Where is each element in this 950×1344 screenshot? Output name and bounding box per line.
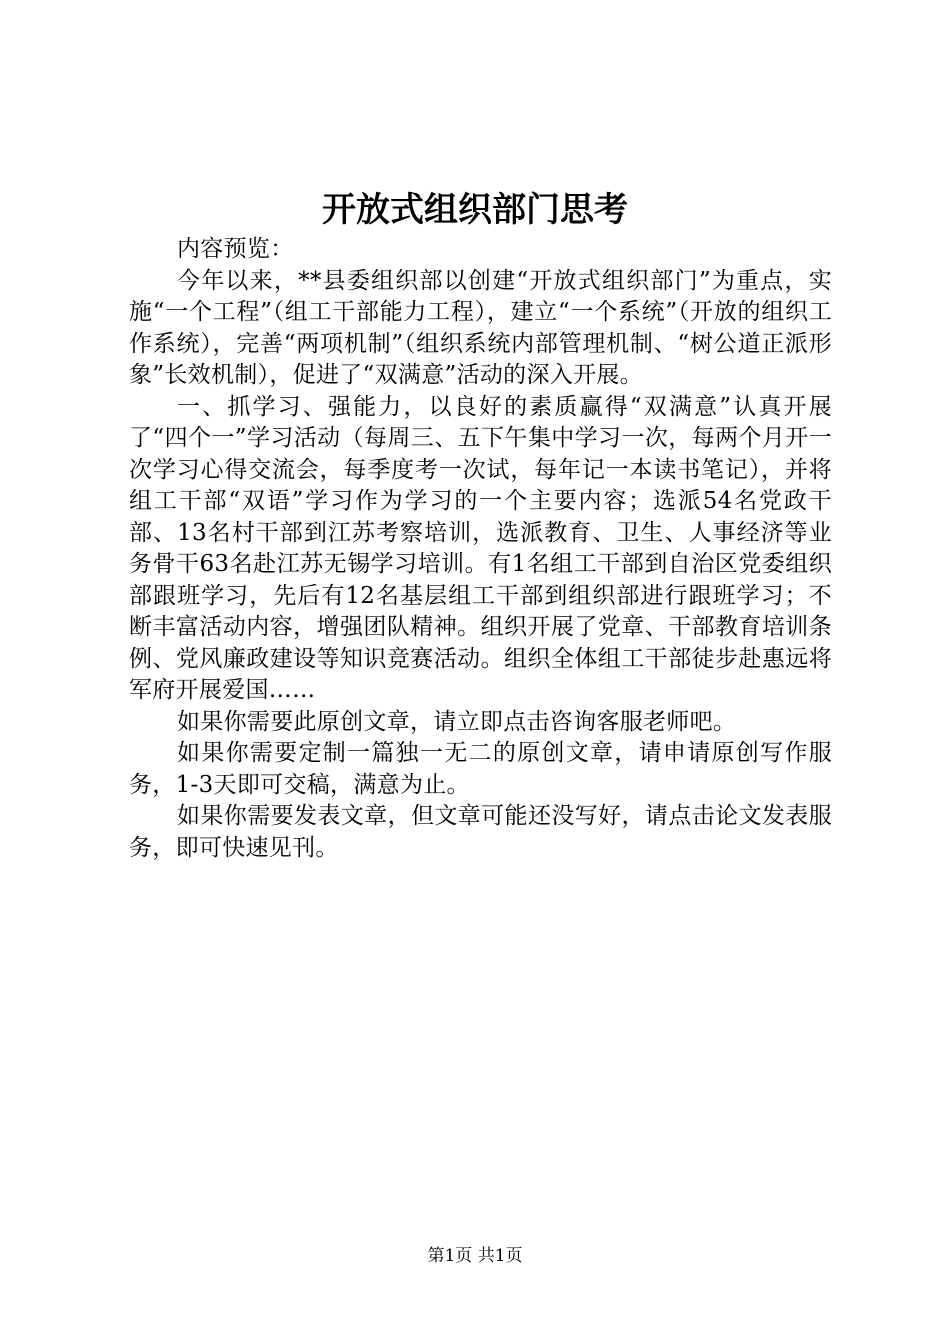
page-number: 第1页 共1页 [427, 1246, 523, 1266]
section-one-paragraph: 一、抓学习、强能力，以良好的素质赢得“双满意”认真开展了“四个一”学习活动（每周三、五下午集中学习一次，每两个月开一次学习心得交流会，每季度考一次试，每年记一本读书笔记），并将组工干部“双语”学习作为学习的一个主要内容；选派54名党政干部、13名村干部到江苏考察培训，选派教育、卫生、人事经济等业务骨干63名赴江苏无锡学习培训。有1名组工干部到自治区党委组织部跟班学习，先后有12名基层组工干部到组织部进行跟班学习；不断丰富活动内容，增强团队精神。组织开展了党章、干部教育培训条例、党风廉政建设等知识竞赛活动。组织全体组工干部徒步赴惠远将军府开展爱国…… [129, 393, 832, 703]
publish-paragraph: 如果你需要发表文章，但文章可能还没写好，请点击论文发表服务，即可快速见刊。 [129, 803, 832, 861]
preview-label: 内容预览： [177, 236, 294, 262]
intro-paragraph: 今年以来，**县委组织部以创建“开放式组织部门”为重点，实施“一个工程”（组工干部能力工程），建立“一个系统”（开放的组织工作系统），完善“两项机制”（组织系统内部管理机制、“树公道正派形象”长效机制），促进了“双满意”活动的深入开展。 [129, 267, 832, 388]
document-body [129, 234, 832, 864]
document-title: 开放式组织部门思考 [322, 190, 628, 230]
consult-paragraph: 如果你需要此原创文章，请立即点击咨询客服老师吧。 [177, 708, 737, 735]
custom-writing-paragraph: 如果你需要定制一篇独一无二的原创文章，请申请原创写作服务，1-3天即可交稿，满意为止。 [129, 740, 832, 798]
